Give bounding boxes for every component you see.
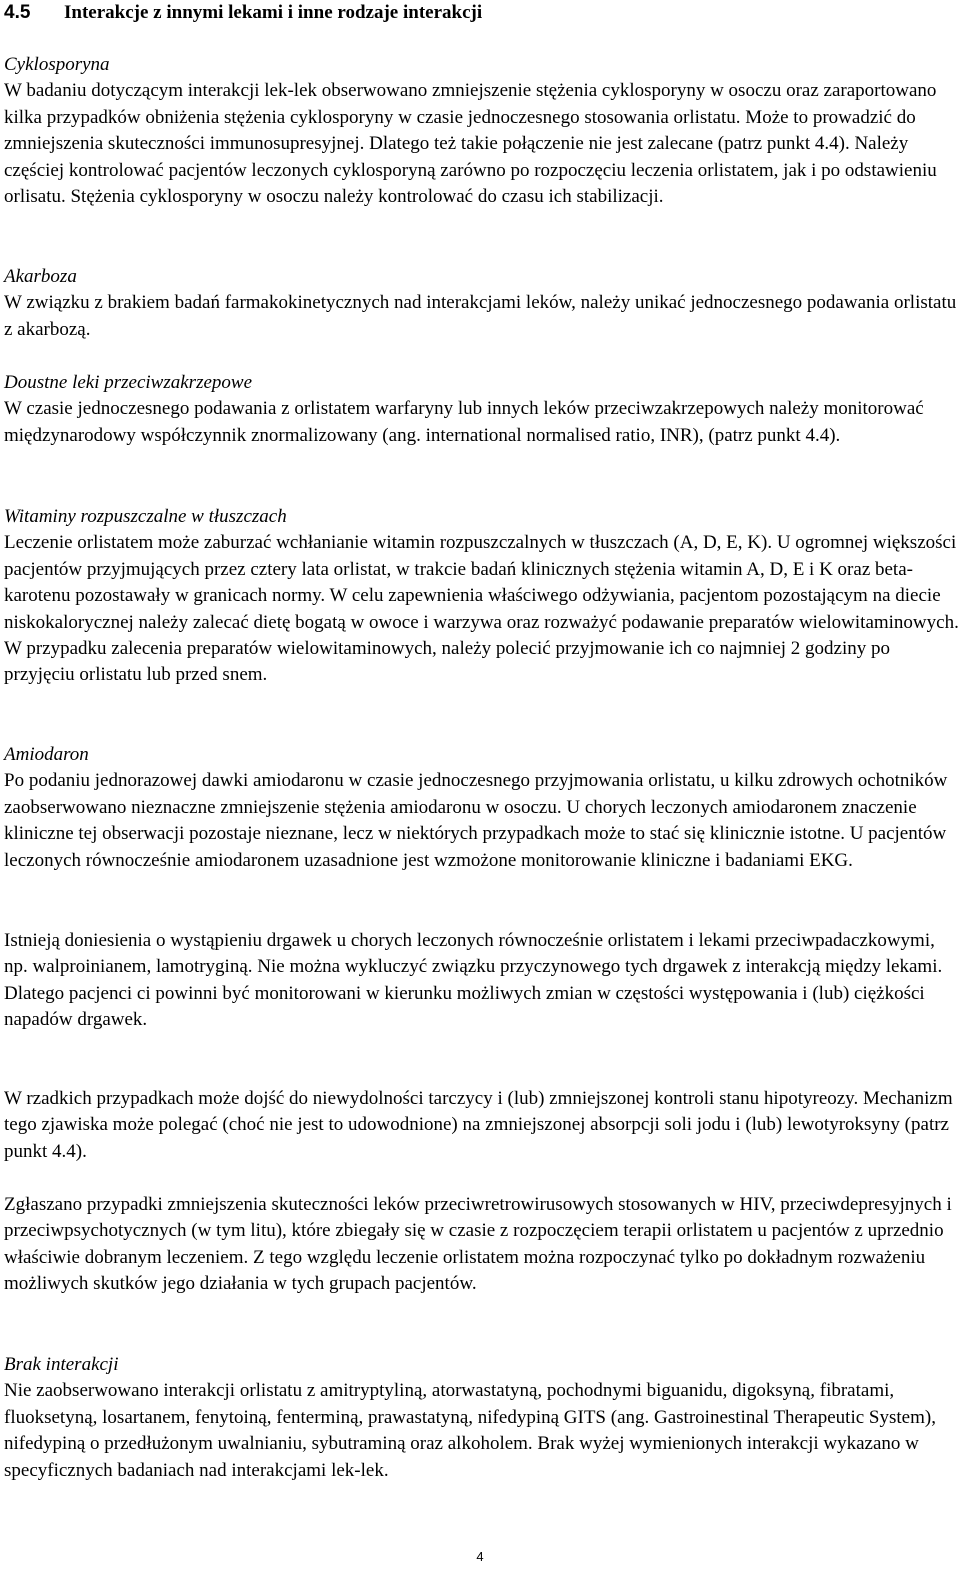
anticoagulants-subtitle: Doustne leki przeciwzakrzepowe bbox=[4, 372, 253, 393]
page-number: 4 bbox=[476, 1549, 484, 1564]
section-acarbose bbox=[4, 264, 960, 343]
amiodarone-paragraph: Po podaniu jednorazowej dawki amiodaronu w czasie jednoczesnego przyjmowania orlistatu, u kilku zdrowych ochotników zaobserwowano nieznaczne zmniejszenie stężenia amiodaronu w osoczu. U chorych leczonych amiodaronem znaczenie kliniczne tej obserwacji pozostaje nieznane, lecz w niektórych przypadkach może to stać się klinicznie istotne. U pacjentów leczonych równocześnie amiodaronem uzasadnione jest wzmożone monitorowanie kliniczne i badaniami EKG. bbox=[4, 770, 948, 871]
vitamins-paragraph: Leczenie orlistatem może zaburzać wchłanianie witamin rozpuszczalnych w tłuszczach (A, D, E, K). U ogromnej większości pacjentów przyjmujących przez cztery lata orlistat, w trakcie badań klinicznych stężenia witamin A, D, E i K oraz beta-karotenu pozostawały w granicach normy. W celu zapewnienia właściwego odżywiania, pacjentom pozostającym na diecie niskokalorycznej należy zalecać dietę bogatą w owoce i warzywa oraz rozważyć podawanie preparatów wielowitaminowych. W przypadku zalecenia preparatów wielowitaminowych, należy polecić przyjmowanie ich co najmniej 2 godziny po przyjęciu orlistatu lub przed snem. bbox=[4, 532, 959, 686]
antiretroviral-paragraph: Zgłaszano przypadki zmniejszenia skuteczności leków przeciwretrowirusowych stosowanych w HIV, przeciwdepresyjnych i przeciwpsychotycznych (w tym litu), które zbiegały się w czasie z rozpoczęciem terapii orlistatem u pacjentów z uprzednio właściwie dobranym leczeniem. Z tego względu leczenie orlistatem można rozpoczynać tylko po dokładnym rozważeniu możliwych skutków jego działania w tych grupach pacjentów. bbox=[4, 1194, 952, 1295]
anticoagulants-paragraph: W czasie jednoczesnego podawania z orlistatem warfaryny lub innych leków przeciwzakrzepowych należy monitorować międzynarodowy współczynnik znormalizowany (ang. international normalised ratio, INR), (patrz punkt 4.4). bbox=[4, 398, 924, 446]
section-convulsions bbox=[4, 928, 960, 1034]
section-heading bbox=[4, 0, 482, 26]
acarbose-subtitle: Akarboza bbox=[4, 266, 77, 287]
convulsions-paragraph: Istnieją doniesienia o wystąpieniu drgawek u chorych leczonych równocześnie orlistatem i lekami przeciwpadaczkowymi, np. walproinianem, lamotryginą. Nie można wykluczyć związku przyczynowego tych drgawek z interakcją między lekami. Dlatego pacjenci ci powinni być monitorowani w kierunku możliwych zmian w częstości występowania i (lub) ciężkości napadów drgawek. bbox=[4, 930, 943, 1031]
section-title: Interakcje z innymi lekami i inne rodzaje interakcji bbox=[64, 2, 483, 23]
no-interactions-subtitle: Brak interakcji bbox=[4, 1354, 119, 1375]
section-cyclosporine bbox=[4, 52, 960, 210]
section-vitamins bbox=[4, 504, 960, 689]
vitamins-subtitle: Witaminy rozpuszczalne w tłuszczach bbox=[4, 506, 287, 527]
section-amiodarone bbox=[4, 742, 960, 874]
amiodarone-subtitle: Amiodaron bbox=[4, 744, 89, 765]
section-no-interactions bbox=[4, 1352, 960, 1484]
cyclosporine-paragraph: W badaniu dotyczącym interakcji lek-lek obserwowano zmniejszenie stężenia cyklosporyny w osoczu oraz zaraportowano kilka przypadków obniżenia stężenia cyklosporyny w czasie jednoczesnego stosowania orlistatu. Może to prowadzić do zmniejszenia skuteczności immunosupresyjnej. Dlatego też takie połączenie nie jest zalecane (patrz punkt 4.4). Należy częściej kontrolować pacjentów leczonych cyklosporyną zarówno po rozpoczęciu leczenia orlistatem, jak i po odstawieniu orlisatu. Stężenia cyklosporyny w osoczu należy kontrolować do czasu ich stabilizacji. bbox=[4, 80, 937, 208]
acarbose-paragraph: W związku z brakiem badań farmakokinetycznych nad interakcjami leków, należy unikać jednoczesnego podawania orlistatu z akarbozą. bbox=[4, 292, 957, 340]
no-interactions-paragraph: Nie zaobserwowano interakcji orlistatu z amitryptyliną, atorwastatyną, pochodnymi biguanidu, digoksyną, fibratami, fluoksetyną, losartanem, fenytoiną, fenterminą, prawastatyną, nifedypiną GITS (ang. Gastroinestinal Therapeutic System), nifedypiną o przedłużonym uwalnianiu, sybutraminą oraz alkoholem. Brak wyżej wymienionych interakcji wykazano w specyficznych badaniach nad interakcjami lek-lek. bbox=[4, 1380, 936, 1481]
section-antiretroviral bbox=[4, 1192, 960, 1298]
section-anticoagulants bbox=[4, 370, 960, 449]
section-thyroid bbox=[4, 1086, 960, 1165]
cyclosporine-subtitle: Cyklosporyna bbox=[4, 54, 110, 75]
thyroid-paragraph: W rzadkich przypadkach może dojść do niewydolności tarczycy i (lub) zmniejszonej kontroli stanu hipotyreozy. Mechanizm tego zjawiska może polegać (choć nie jest to udowodnione) na zmniejszonej absorpcji soli jodu i (lub) lewotyroksyny (patrz punkt 4.4). bbox=[4, 1088, 953, 1162]
section-number: 4.5 bbox=[4, 2, 31, 23]
